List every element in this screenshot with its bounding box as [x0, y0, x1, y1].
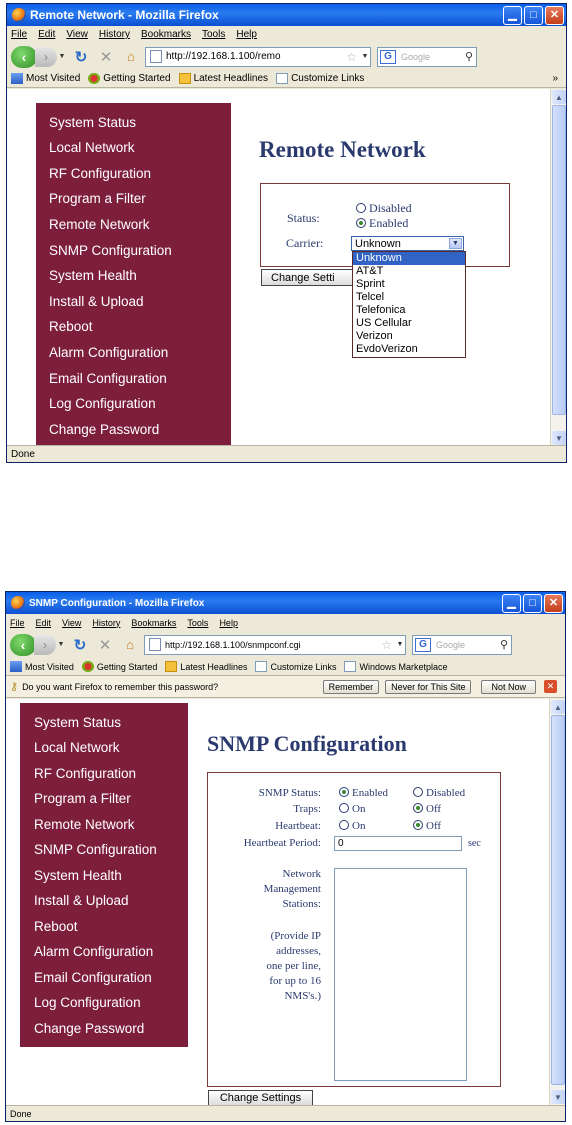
sidebar-item-alarm-configuration[interactable]: Alarm Configuration: [34, 944, 154, 959]
menu-bar: [7, 26, 566, 43]
not-now-button[interactable]: Not Now: [481, 680, 536, 694]
radio-traps-off[interactable]: [413, 803, 423, 813]
sidebar-item-system-health[interactable]: System Health: [49, 268, 137, 283]
scroll-down-icon[interactable]: ▼: [551, 1090, 565, 1104]
bookmark-label: Windows Marketplace: [359, 661, 448, 672]
bookmark-customize-links[interactable]: [255, 661, 336, 672]
status-bar: [7, 445, 566, 462]
reload-icon[interactable]: ↻: [73, 636, 87, 654]
menu-file[interactable]: File: [11, 29, 28, 40]
sidebar-item-reboot[interactable]: Reboot: [34, 919, 78, 934]
google-icon[interactable]: G: [415, 638, 431, 652]
never-for-this-site-button[interactable]: Never for This Site: [385, 680, 471, 694]
sidebar-item-system-health[interactable]: System Health: [34, 868, 122, 883]
snmp-disabled-option[interactable]: [413, 787, 465, 799]
sidebar-item-local-network[interactable]: Local Network: [34, 740, 120, 755]
bookmark-label: Customize Links: [291, 73, 365, 84]
heartbeat-period-input[interactable]: [334, 836, 462, 851]
status-disabled-label: Disabled: [369, 201, 412, 215]
firefox-icon: [12, 8, 26, 22]
title-bar: [7, 4, 566, 26]
password-notification-bar: [6, 676, 565, 698]
page-title: SNMP Configuration: [207, 731, 407, 756]
bookmark-latest-headlines[interactable]: [165, 661, 247, 672]
menu-help[interactable]: Help: [236, 29, 257, 40]
sidebar-item-install-upload[interactable]: Install & Upload: [34, 893, 129, 908]
status-text: Done: [10, 1109, 32, 1119]
sidebar-item-alarm-configuration[interactable]: Alarm Configuration: [49, 345, 169, 360]
firefox-icon: [11, 596, 25, 610]
heartbeat-period-value: 0: [338, 838, 344, 849]
bookmark-getting-started[interactable]: [82, 661, 158, 672]
heartbeat-period-unit: sec: [468, 838, 481, 849]
heartbeat-off-option[interactable]: [413, 820, 441, 832]
maximize-button[interactable]: □: [523, 594, 542, 613]
sidebar-item-snmp-configuration[interactable]: SNMP Configuration: [34, 842, 157, 857]
carrier-dropdown-list[interactable]: [352, 251, 466, 358]
bookmark-star-icon[interactable]: ☆: [381, 637, 392, 652]
getting-started-icon: [88, 73, 100, 84]
forward-button[interactable]: ›: [34, 635, 56, 655]
carrier-option-evdoverizon[interactable]: EvdoVerizon: [356, 343, 418, 355]
nms-stations-textarea[interactable]: [334, 868, 467, 1081]
url-text: http://192.168.1.100/remo: [166, 51, 281, 62]
bookmark-label: Getting Started: [103, 73, 171, 84]
status-enabled-label: Enabled: [369, 216, 409, 230]
status-bar: [6, 1105, 565, 1122]
bookmark-label: Customize Links: [270, 661, 337, 672]
home-icon[interactable]: ⌂: [127, 49, 135, 64]
menu-help[interactable]: Help: [219, 617, 238, 628]
radio-disabled[interactable]: [356, 203, 366, 213]
bookmark-latest-headlines[interactable]: [179, 73, 269, 84]
bookmarks-toolbar: [7, 70, 566, 88]
sidebar-item-remote-network[interactable]: Remote Network: [49, 217, 150, 232]
carrier-option-sprint[interactable]: Sprint: [356, 278, 385, 290]
close-button[interactable]: ✕: [545, 6, 564, 25]
chevron-down-icon[interactable]: ▼: [449, 238, 462, 249]
url-dropdown-icon[interactable]: ▼: [361, 53, 369, 60]
nms-label-line: Stations:: [282, 898, 321, 910]
search-icon[interactable]: ⚲: [499, 639, 508, 651]
url-bar[interactable]: [144, 635, 406, 655]
heartbeat-off-label: Off: [426, 820, 442, 832]
scroll-down-icon[interactable]: ▼: [552, 431, 566, 445]
sidebar-item-remote-network[interactable]: Remote Network: [34, 817, 135, 832]
change-settings-label: Change Settings: [219, 1092, 302, 1104]
sidebar-item-email-configuration[interactable]: Email Configuration: [49, 371, 167, 386]
nms-label: [264, 867, 321, 912]
bookmark-label: Getting Started: [96, 661, 158, 672]
sidebar-item-reboot[interactable]: Reboot: [49, 319, 93, 334]
sidebar-item-log-configuration[interactable]: Log Configuration: [49, 396, 156, 411]
menu-bookmarks[interactable]: Bookmarks: [131, 617, 177, 628]
carrier-select[interactable]: [351, 236, 464, 251]
bookmark-getting-started[interactable]: [88, 73, 170, 84]
bookmark-label: Most Visited: [25, 661, 74, 672]
sidebar-item-change-password[interactable]: Change Password: [34, 1021, 145, 1036]
traps-label: Traps:: [293, 803, 321, 815]
sidebar-item-system-status[interactable]: System Status: [34, 715, 122, 730]
bookmark-label: Latest Headlines: [180, 661, 248, 672]
close-button[interactable]: ✕: [544, 594, 563, 613]
menu-edit[interactable]: Edit: [38, 29, 56, 40]
url-text: http://192.168.1.100/snmpconf.cgi: [165, 639, 301, 650]
remember-button[interactable]: Remember: [323, 680, 380, 694]
scroll-thumb[interactable]: [552, 105, 566, 415]
menu-view[interactable]: View: [66, 29, 88, 40]
url-bar[interactable]: [145, 47, 371, 67]
sidebar-item-install-upload[interactable]: Install & Upload: [49, 294, 144, 309]
search-box[interactable]: [412, 635, 512, 655]
carrier-option-telcel[interactable]: Telcel: [356, 291, 385, 303]
stop-icon[interactable]: ✕: [99, 48, 113, 66]
traps-off-option[interactable]: [413, 803, 441, 815]
snmp-disabled-label: Disabled: [426, 787, 466, 799]
sidebar-item-rf-configuration[interactable]: RF Configuration: [34, 766, 137, 781]
vertical-scrollbar[interactable]: [549, 699, 565, 1105]
getting-started-icon: [82, 661, 94, 672]
snmp-status-label: SNMP Status:: [258, 787, 321, 799]
scroll-up-icon[interactable]: ▲: [551, 700, 565, 714]
nms-help-line: for up to 16: [269, 975, 321, 987]
back-button[interactable]: ‹: [11, 46, 37, 68]
page-icon: [150, 50, 162, 63]
change-settings-button[interactable]: [208, 1090, 313, 1105]
bookmark-most-visited[interactable]: [10, 661, 74, 672]
sidebar-item-log-configuration[interactable]: Log Configuration: [34, 995, 141, 1010]
bookmark-label: Most Visited: [26, 73, 81, 84]
rss-folder-icon: [179, 73, 191, 84]
vertical-scrollbar[interactable]: [550, 89, 566, 446]
page-icon: [255, 661, 267, 672]
traps-off-label: Off: [426, 803, 442, 815]
page-icon: [149, 638, 161, 651]
search-placeholder: Google: [436, 639, 466, 650]
carrier-option-us-cellular[interactable]: US Cellular: [356, 317, 412, 329]
window-title: SNMP Configuration - Mozilla Firefox: [29, 597, 205, 609]
maximize-button[interactable]: □: [524, 6, 543, 25]
status-text: Done: [11, 448, 35, 460]
radio-heartbeat-on[interactable]: [339, 820, 349, 830]
google-icon[interactable]: G: [380, 50, 396, 64]
nms-help-line: addresses,: [276, 945, 321, 957]
bookmark-star-icon[interactable]: ☆: [346, 49, 357, 64]
nms-help-line: NMS's.): [284, 990, 321, 1002]
password-prompt-text: Do you want Firefox to remember this password?: [22, 681, 219, 692]
forward-button[interactable]: ›: [35, 47, 57, 67]
heartbeat-on-label: On: [352, 820, 366, 832]
carrier-option-unknown[interactable]: Unknown: [353, 252, 465, 265]
firefox-window-remote-network: [6, 3, 567, 463]
change-settings-button[interactable]: [261, 269, 361, 286]
search-icon[interactable]: ⚲: [464, 51, 473, 63]
change-settings-label: Change Setti: [271, 271, 335, 284]
key-icon: ⚷: [10, 681, 19, 693]
page-content: [6, 699, 549, 1105]
sidebar-item-system-status[interactable]: System Status: [49, 115, 137, 130]
bookmarks-overflow-icon[interactable]: »: [552, 73, 558, 84]
window-title: Remote Network - Mozilla Firefox: [30, 8, 219, 22]
snmp-enabled-label: Enabled: [352, 787, 389, 799]
home-icon[interactable]: ⌂: [126, 637, 134, 652]
bookmark-windows-marketplace[interactable]: [344, 661, 447, 672]
menu-tools[interactable]: Tools: [202, 29, 226, 40]
sidebar-item-program-a-filter[interactable]: Program a Filter: [49, 191, 146, 206]
close-icon[interactable]: ✕: [544, 680, 557, 693]
nms-label-line: Management: [263, 883, 321, 895]
bookmark-label: Latest Headlines: [193, 73, 269, 84]
menu-file[interactable]: File: [10, 617, 25, 628]
nms-label-line: Network: [282, 868, 321, 880]
search-box[interactable]: [377, 47, 477, 67]
sidebar-item-change-password[interactable]: Change Password: [49, 422, 160, 437]
nms-help-line: one per line,: [266, 960, 321, 972]
firefox-window-snmp-configuration: [5, 591, 566, 1122]
radio-snmp-enabled[interactable]: [339, 787, 349, 797]
bookmark-most-visited[interactable]: [11, 73, 80, 84]
sidebar-nav: [36, 103, 231, 446]
page-title: Remote Network: [259, 137, 426, 162]
menu-view[interactable]: View: [62, 617, 82, 628]
history-dropdown-icon[interactable]: ▼: [58, 53, 66, 60]
sidebar-item-email-configuration[interactable]: Email Configuration: [34, 970, 152, 985]
carrier-option-verizon[interactable]: Verizon: [356, 330, 393, 342]
history-dropdown-icon[interactable]: ▼: [57, 641, 65, 648]
sidebar-item-rf-configuration[interactable]: RF Configuration: [49, 166, 152, 181]
heartbeat-on-option[interactable]: [339, 820, 365, 832]
reload-icon[interactable]: ↻: [74, 48, 88, 66]
title-bar: [6, 592, 565, 614]
radio-enabled[interactable]: [356, 218, 366, 228]
menu-bookmarks[interactable]: Bookmarks: [140, 29, 191, 40]
bookmarks-toolbar: [6, 658, 565, 676]
rss-folder-icon: [165, 661, 177, 672]
scroll-up-icon[interactable]: ▲: [552, 90, 566, 104]
carrier-option-att[interactable]: AT&T: [356, 265, 384, 277]
back-button[interactable]: ‹: [10, 634, 36, 656]
menu-bar: [6, 614, 565, 631]
status-label: Status:: [287, 211, 320, 225]
page-content: [7, 89, 566, 446]
navigation-toolbar: [6, 631, 565, 658]
carrier-label: Carrier:: [286, 236, 324, 250]
scroll-thumb[interactable]: [551, 715, 565, 1085]
status-disabled-option[interactable]: [356, 201, 412, 216]
status-enabled-option[interactable]: [356, 216, 408, 231]
sidebar-item-snmp-configuration[interactable]: SNMP Configuration: [49, 243, 172, 258]
most-visited-icon: [11, 73, 23, 84]
radio-heartbeat-off[interactable]: [413, 820, 423, 830]
carrier-option-telefonica[interactable]: Telefonica: [356, 304, 406, 316]
page-icon: [344, 661, 356, 672]
menu-edit[interactable]: Edit: [35, 617, 52, 628]
sidebar-nav: [20, 703, 188, 1047]
page-icon: [276, 73, 288, 84]
stop-icon[interactable]: ✕: [98, 636, 112, 654]
most-visited-icon: [10, 661, 22, 672]
heartbeat-label: Heartbeat:: [275, 820, 321, 832]
traps-on-option[interactable]: [339, 803, 365, 815]
sidebar-item-local-network[interactable]: Local Network: [49, 140, 135, 155]
minimize-button[interactable]: ▁: [503, 6, 522, 25]
sidebar-item-program-a-filter[interactable]: Program a Filter: [34, 791, 131, 806]
navigation-toolbar: [7, 43, 566, 70]
heartbeat-period-label: Heartbeat Period:: [243, 837, 321, 849]
menu-history[interactable]: History: [98, 29, 130, 40]
snmp-enabled-option[interactable]: [339, 787, 388, 799]
radio-snmp-disabled[interactable]: [413, 787, 423, 797]
search-placeholder: Google: [401, 51, 431, 62]
nms-help-text: [266, 929, 321, 1004]
carrier-selected-value: Unknown: [355, 237, 401, 250]
bookmark-customize-links[interactable]: [276, 73, 364, 84]
nms-help-line: (Provide IP: [270, 930, 321, 942]
traps-on-label: On: [352, 803, 366, 815]
url-dropdown-icon[interactable]: ▼: [396, 641, 404, 648]
menu-history[interactable]: History: [92, 617, 121, 628]
menu-tools[interactable]: Tools: [187, 617, 209, 628]
radio-traps-on[interactable]: [339, 803, 349, 813]
minimize-button[interactable]: ▁: [502, 594, 521, 613]
